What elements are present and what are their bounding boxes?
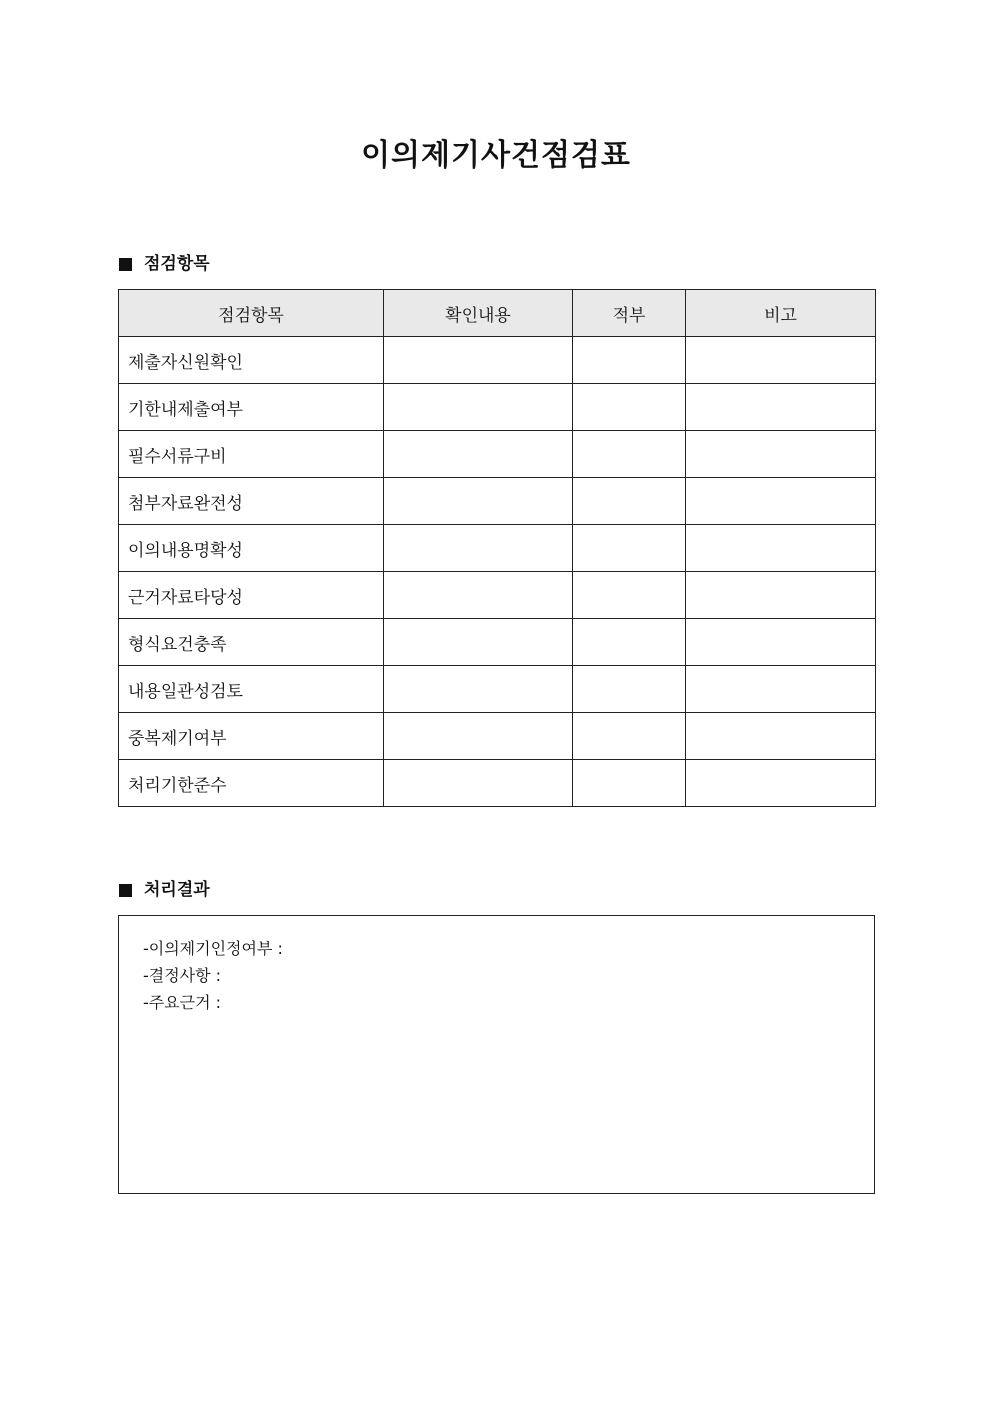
remarks-cell[interactable]: [686, 760, 876, 807]
remarks-cell[interactable]: [686, 572, 876, 619]
suitability-cell[interactable]: [573, 619, 686, 666]
document-title: 이의제기사건점검표: [361, 138, 631, 173]
table-row: [119, 666, 876, 713]
check-item-cell: 내용일관성검토: [119, 666, 384, 713]
check-item-cell: 형식요건충족: [119, 619, 384, 666]
confirmation-cell[interactable]: [384, 572, 573, 619]
table-row: [119, 760, 876, 807]
confirmation-cell[interactable]: [384, 337, 573, 384]
check-table: [118, 289, 876, 807]
check-item-cell: 제출자신원확인: [119, 337, 384, 384]
remarks-cell[interactable]: [686, 713, 876, 760]
result-line-decision: -결정사항 :: [143, 966, 222, 985]
remarks-cell[interactable]: [686, 337, 876, 384]
check-item-cell: 첨부자료완전성: [119, 478, 384, 525]
table-header-row: [119, 290, 876, 337]
suitability-cell[interactable]: [573, 760, 686, 807]
check-item-cell: 처리기한준수: [119, 760, 384, 807]
section-heading-label: 점검항목: [144, 254, 210, 274]
suitability-cell[interactable]: [573, 713, 686, 760]
check-item-cell: 중복제기여부: [119, 713, 384, 760]
confirmation-cell[interactable]: [384, 666, 573, 713]
header-remarks: 비고: [686, 290, 876, 337]
header-confirmation: 확인내용: [384, 290, 573, 337]
suitability-cell[interactable]: [573, 525, 686, 572]
check-item-cell: 기한내제출여부: [119, 384, 384, 431]
suitability-cell[interactable]: [573, 337, 686, 384]
table-row: [119, 384, 876, 431]
header-check-item: 점검항목: [119, 290, 384, 337]
remarks-cell[interactable]: [686, 666, 876, 713]
table-row: [119, 337, 876, 384]
remarks-cell[interactable]: [686, 478, 876, 525]
section-heading-check-items: [119, 252, 210, 276]
suitability-cell[interactable]: [573, 431, 686, 478]
confirmation-cell[interactable]: [384, 713, 573, 760]
black-square-bullet-icon: [119, 258, 132, 271]
suitability-cell[interactable]: [573, 478, 686, 525]
confirmation-cell[interactable]: [384, 431, 573, 478]
result-box[interactable]: [118, 915, 875, 1194]
table-row: [119, 431, 876, 478]
remarks-cell[interactable]: [686, 525, 876, 572]
suitability-cell[interactable]: [573, 666, 686, 713]
check-item-cell: 이의내용명확성: [119, 525, 384, 572]
result-lines: [143, 935, 283, 1016]
remarks-cell[interactable]: [686, 384, 876, 431]
table-row: [119, 572, 876, 619]
table-row: [119, 619, 876, 666]
confirmation-cell[interactable]: [384, 478, 573, 525]
suitability-cell[interactable]: [573, 572, 686, 619]
suitability-cell[interactable]: [573, 384, 686, 431]
section-heading-result: [119, 878, 210, 902]
table-row: [119, 713, 876, 760]
table-row: [119, 478, 876, 525]
confirmation-cell[interactable]: [384, 525, 573, 572]
check-item-cell: 근거자료타당성: [119, 572, 384, 619]
result-line-main-grounds: -주요근거 :: [143, 993, 222, 1012]
confirmation-cell[interactable]: [384, 384, 573, 431]
check-item-cell: 필수서류구비: [119, 431, 384, 478]
remarks-cell[interactable]: [686, 431, 876, 478]
black-square-bullet-icon: [119, 884, 132, 897]
confirmation-cell[interactable]: [384, 760, 573, 807]
table-row: [119, 525, 876, 572]
remarks-cell[interactable]: [686, 619, 876, 666]
section-heading-label: 처리결과: [144, 880, 210, 900]
header-suitability: 적부: [573, 290, 686, 337]
result-line-objection-accepted: -이의제기인정여부 :: [143, 939, 283, 958]
confirmation-cell[interactable]: [384, 619, 573, 666]
